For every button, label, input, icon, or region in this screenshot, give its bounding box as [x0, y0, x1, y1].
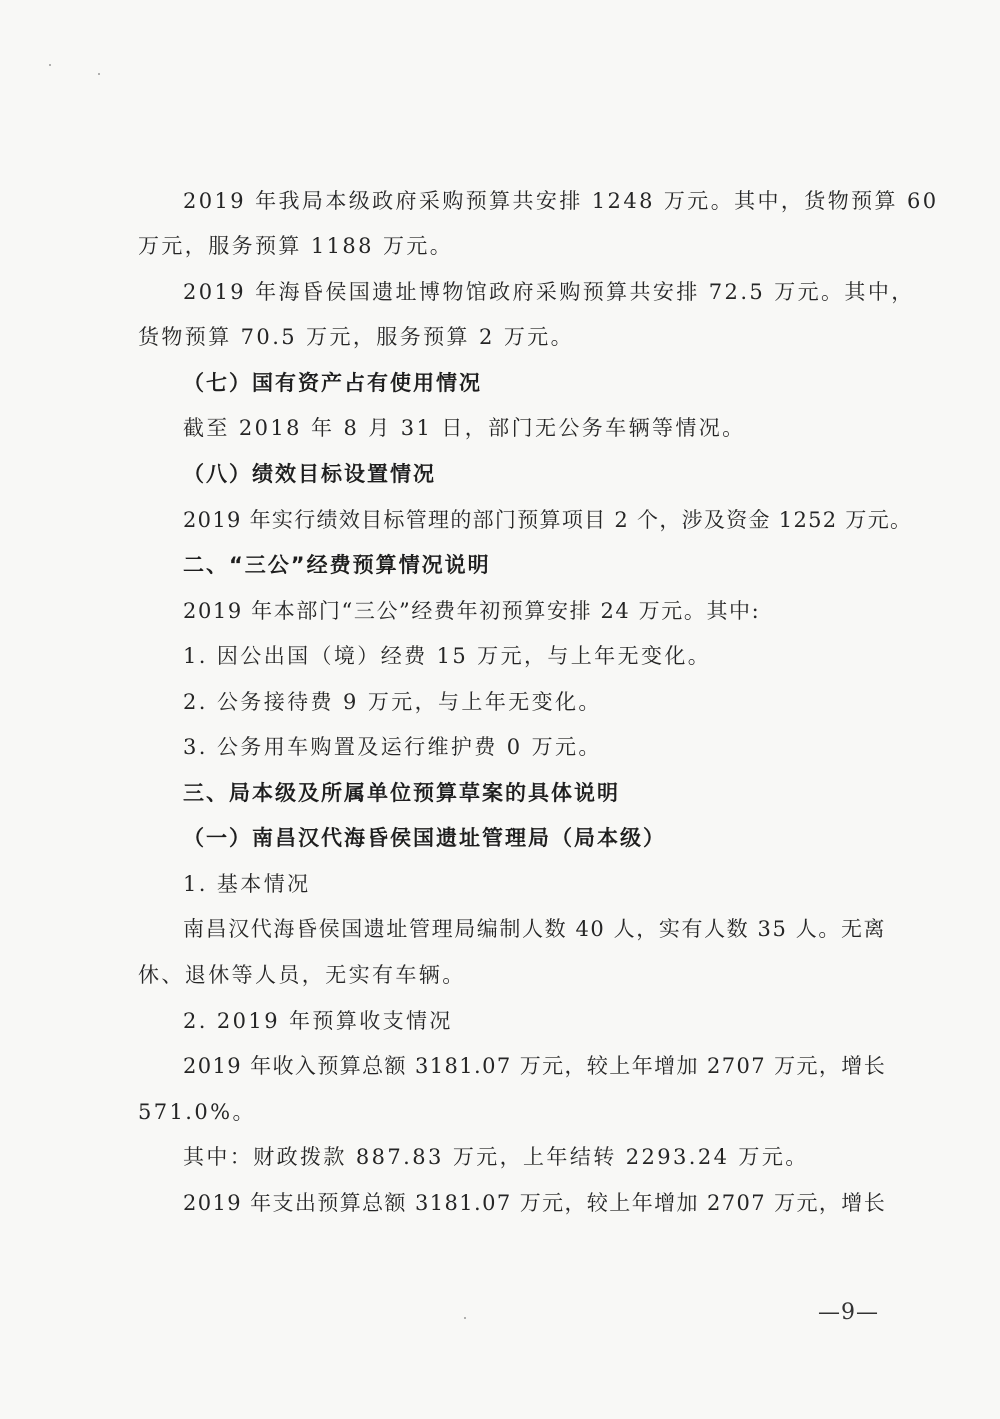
paragraph-line: 2019 年我局本级政府采购预算共安排 1248 万元。其中，货物预算 60	[183, 189, 939, 213]
paragraph-line: 571.0%。	[138, 1100, 256, 1124]
paragraph-line: 2019 年本部门“三公”经费年初预算安排 24 万元。其中:	[183, 599, 761, 623]
section-heading: （七）国有资产占有使用情况	[183, 371, 482, 395]
subsection-heading: （一）南昌汉代海昏侯国遗址管理局（局本级）	[183, 826, 666, 850]
page-number: —9—	[818, 1300, 879, 1325]
paragraph-line: 截至 2018 年 8 月 31 日，部门无公务车辆等情况。	[183, 416, 746, 440]
subsection-heading: 2. 2019 年预算收支情况	[183, 1009, 453, 1033]
list-item: 3. 公务用车购置及运行维护费 0 万元。	[183, 735, 602, 759]
paragraph-line: 2019 年收入预算总额 3181.07 万元，较上年增加 2707 万元，增长	[183, 1054, 887, 1078]
scan-speck	[464, 1317, 466, 1319]
scan-speck	[98, 73, 100, 75]
paragraph-line: 2019 年支出预算总额 3181.07 万元，较上年增加 2707 万元，增长	[183, 1191, 887, 1215]
list-item: 1. 因公出国（境）经费 15 万元，与上年无变化。	[183, 644, 712, 668]
paragraph-line: 万元，服务预算 1188 万元。	[138, 234, 454, 258]
section-heading: 二、“三公”经费预算情况说明	[183, 553, 491, 577]
paragraph-line: 南昌汉代海昏侯国遗址管理局编制人数 40 人，实有人数 35 人。无离	[183, 917, 887, 941]
section-heading: （八）绩效目标设置情况	[183, 462, 436, 486]
paragraph-line: 货物预算 70.5 万元，服务预算 2 万元。	[138, 325, 575, 349]
paragraph-line: 2019 年实行绩效目标管理的部门预算项目 2 个，涉及资金 1252 万元。	[183, 508, 913, 532]
subsection-heading: 1. 基本情况	[183, 872, 311, 896]
scan-speck	[49, 64, 51, 66]
list-item: 2. 公务接待费 9 万元，与上年无变化。	[183, 690, 602, 714]
paragraph-line: 其中：财政拨款 887.83 万元，上年结转 2293.24 万元。	[183, 1145, 809, 1169]
paragraph-line: 休、退休等人员，无实有车辆。	[138, 963, 466, 987]
paragraph-line: 2019 年海昏侯国遗址博物馆政府采购预算共安排 72.5 万元。其中，	[183, 280, 915, 304]
section-heading: 三、局本级及所属单位预算草案的具体说明	[183, 781, 620, 805]
